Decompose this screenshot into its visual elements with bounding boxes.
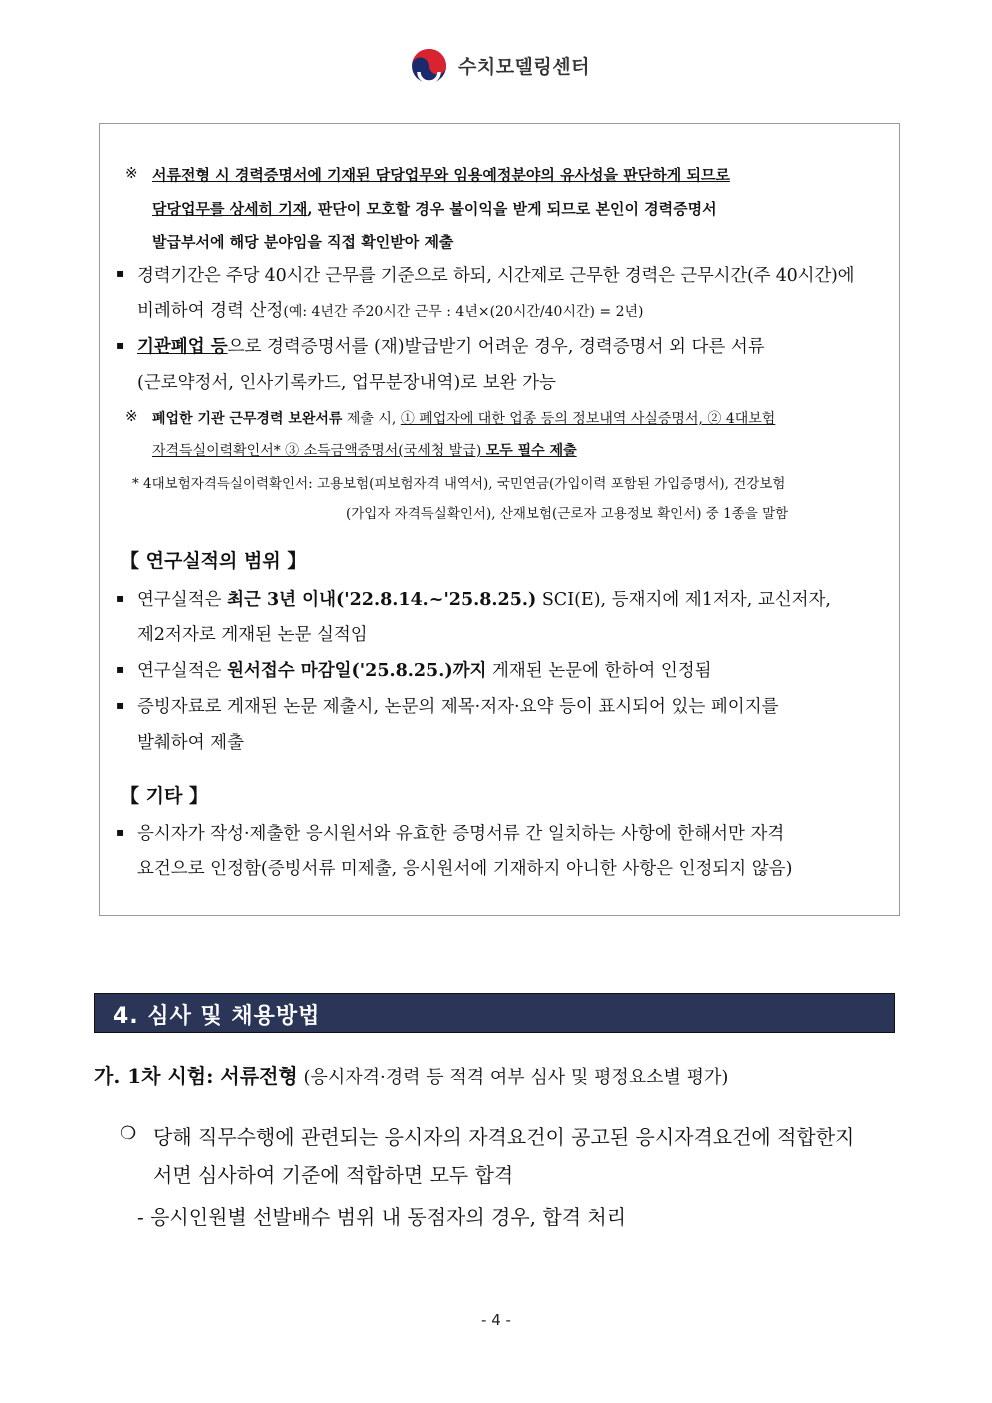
other-item1-line2: 요건으로 인정함(증빙서류 미제출, 응시원서에 기재하지 아니한 사항은 인정되지 않음) xyxy=(137,859,793,879)
footnote-line1: * 4대보험자격득실이력확인서: 고용보험(피보험자격 내역서), 국민연금(가입이력 포함된 가입증명서), 건강보험 xyxy=(132,476,786,492)
other-heading: 【 기타 】 xyxy=(120,785,208,807)
circle-bullet-icon: ❍ xyxy=(120,1123,137,1144)
bullet-icon: ▪ xyxy=(116,825,125,839)
page-header xyxy=(0,42,992,92)
section-title: 4. 심사 및 채용방법 xyxy=(113,1004,321,1029)
bullet-icon: ▪ xyxy=(116,591,125,605)
bullet-icon: ▪ xyxy=(116,662,125,676)
subsection-heading: 가. 1차 시험: 서류전형 (응시자격·경력 등 적격 여부 심사 및 평정요소별 평가) xyxy=(94,1064,729,1088)
item2-line2: (근로약정서, 인사기록카드, 업무분장내역)로 보완 가능 xyxy=(137,373,556,393)
criteria-dash-item: - 응시인원별 선발배수 범위 내 동점자의 경우, 합격 처리 xyxy=(137,1205,627,1229)
research-item3-line2: 발췌하여 제출 xyxy=(137,733,244,753)
item2-line1: 기관폐업 등으로 경력증명서를 (재)발급받기 어려운 경우, 경력증명서 외 다른 서류 xyxy=(137,337,765,357)
item1-line1: 경력기간은 주당 40시간 근무를 기준으로 하되, 시간제로 근무한 경력은 근무시간(주 40시간)에 xyxy=(137,266,855,286)
note-mark: ※ xyxy=(125,407,138,425)
note-mark: ※ xyxy=(125,164,138,182)
research-item1-line2: 제2저자로 게재된 논문 실적임 xyxy=(137,625,368,645)
research-item2: 연구실적은 원서접수 마감일('25.8.25.)까지 게재된 논문에 한하여 인정됨 xyxy=(137,661,712,681)
other-item1-line1: 응시자가 작성·제출한 응시원서와 유효한 증명서류 간 일치하는 사항에 한해서만 자격 xyxy=(137,824,785,844)
note1-line3: 발급부서에 해당 분야임을 직접 확인받아 제출 xyxy=(152,233,454,251)
government-logo-icon xyxy=(411,48,447,84)
criteria-line2: 서면 심사하여 기준에 적합하면 모두 합격 xyxy=(153,1163,514,1187)
footnote-line2: (가입자 자격득실확인서), 산재보험(근로자 고용정보 확인서) 중 1종을 말함 xyxy=(346,506,789,522)
research-item3-line1: 증빙자료로 게재된 논문 제출시, 논문의 제목·저자·요약 등이 표시되어 있는 페이지를 xyxy=(137,697,779,717)
criteria-line1: 당해 직무수행에 관련되는 응시자의 자격요건이 공고된 응시자격요건에 적합한지 xyxy=(153,1125,855,1149)
note2-line1: 폐업한 기관 근무경력 보완서류 제출 시, ① 폐업자에 대한 업종 등의 정보내역 사실증명서, ② 4대보험 xyxy=(152,411,776,427)
bullet-icon: ▪ xyxy=(116,698,125,712)
research-heading: 【 연구실적의 범위 】 xyxy=(120,550,307,572)
bullet-icon: ▪ xyxy=(116,266,125,280)
page-number: - 4 - xyxy=(481,1311,511,1329)
note1-line1: 서류전형 시 경력증명서에 기재된 담당업무와 임용예정분야의 유사성을 판단하게 되므로 xyxy=(152,166,730,184)
note1-line2: 담당업무를 상세히 기재, 판단이 모호할 경우 불이익을 받게 되므로 본인이 경력증명서 xyxy=(152,200,717,218)
note2-line2: 자격득실이력확인서* ③ 소득금액증명서(국세청 발급) 모두 필수 제출 xyxy=(152,443,577,459)
bullet-icon: ▪ xyxy=(116,338,125,352)
org-name: 수치모델링센터 xyxy=(458,56,590,78)
research-item1-line1: 연구실적은 최근 3년 이내('22.8.14.~'25.8.25.) SCI(E), 등재지에 제1저자, 교신저자, xyxy=(137,590,831,610)
item1-line2: 비례하여 경력 산정(예: 4년간 주20시간 근무 : 4년×(20시간/40시간) = 2년) xyxy=(137,301,644,321)
section-title-bar xyxy=(94,993,895,1033)
